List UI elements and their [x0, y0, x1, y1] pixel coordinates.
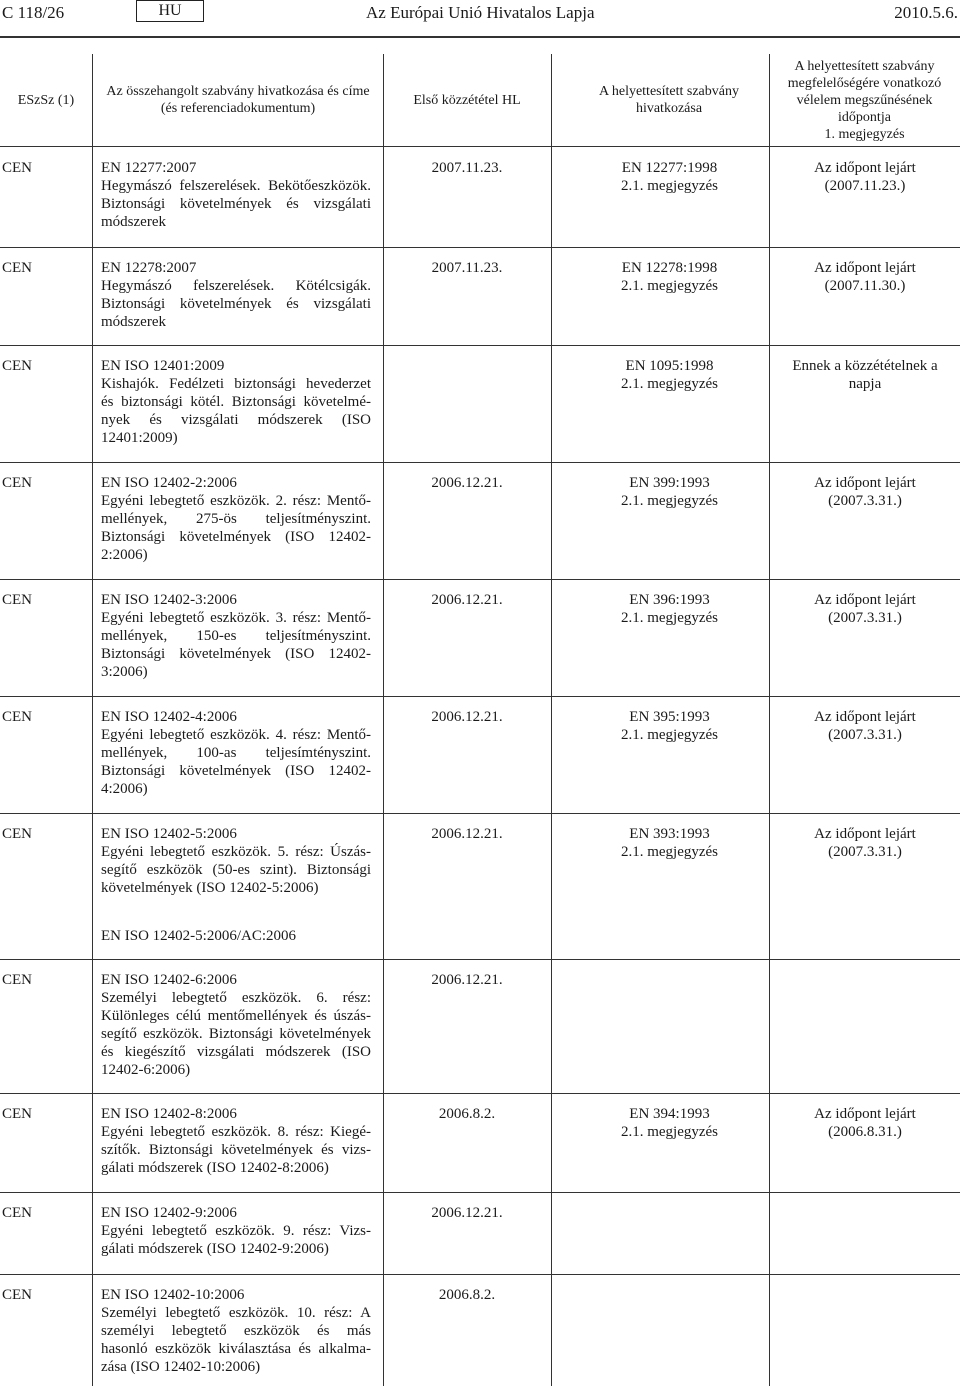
replaced-standard-line: 2.1. megjegyzés — [620, 278, 719, 294]
standard-reference-line: nyek és vizsgálati módszerek (ISO — [101, 412, 371, 428]
standard-reference-line: szítők. Biztonsági követelmények és vizs- — [101, 1142, 371, 1158]
standard-reference-line: 4:2006) — [101, 781, 148, 797]
standard-reference-line: Biztonsági követelmények (ISO 12402- — [101, 529, 371, 545]
replaced-standard-line: 2.1. megjegyzés — [620, 376, 719, 392]
expiry-date — [777, 1105, 953, 1141]
col-header-eszsz-label: ESzSz (1) — [17, 92, 75, 108]
standard-reference-line: EN ISO 12402-8:2006 — [101, 1106, 237, 1122]
first-publication-date: 2006.12.21. — [431, 1205, 503, 1221]
first-publication-date: 2007.11.23. — [431, 160, 503, 176]
standard-reference-line: EN ISO 12402-4:2006 — [101, 709, 237, 725]
expiry-date — [777, 357, 953, 393]
replaced-standard — [572, 159, 767, 195]
first-publication-date: 2007.11.23. — [431, 260, 503, 276]
standard-reference — [101, 357, 371, 447]
expiry-date-line: (2007.3.31.) — [828, 844, 902, 860]
standard-reference-line: EN ISO 12402-9:2006 — [101, 1205, 237, 1221]
col-header-replaced-line1: A helyettesített szabvány — [599, 84, 739, 99]
standards-org: CEN — [2, 826, 32, 842]
standard-reference-line: hasonló eszközök kiválasztása és alkalma- — [101, 1341, 371, 1357]
expiry-date-line: (2007.11.23.) — [824, 178, 906, 194]
table-row — [0, 959, 960, 1094]
col-header-eszsz — [0, 54, 92, 146]
col-header-expiry — [769, 54, 960, 146]
expiry-date-line: Az időpont lejárt — [814, 260, 916, 276]
standard-reference-line: EN ISO 12402-3:2006 — [101, 592, 237, 608]
standard-reference-line: Személyi lebegtető eszközök. 10. rész: A — [101, 1305, 371, 1321]
standards-org: CEN — [2, 260, 32, 276]
replaced-standard-line: EN 399:1993 — [629, 475, 710, 491]
col-header-standard-line1: Az összehangolt szabvány hivatkozása és címe — [106, 84, 370, 99]
standard-reference-line: és biztonsági kötél. Biztonsági követelmé- — [101, 394, 371, 410]
standard-reference — [101, 1204, 371, 1258]
replaced-standard-line: 2.1. megjegyzés — [620, 727, 719, 743]
standard-reference-line: követelmények (ISO 12402-5:2006) — [101, 880, 319, 896]
standard-reference-line: mellények, 100-as teljesímtényszint. — [101, 745, 371, 761]
standard-reference-line: segítő eszközök (50-es szint). Biztonsági — [101, 862, 371, 878]
standard-reference-line: Egyéni lebegtető eszközök. 9. rész: Vizs- — [101, 1223, 371, 1239]
col-header-expiry-line3: vélelem megszűnésének időpontja — [796, 92, 933, 125]
table-row — [0, 462, 960, 580]
expiry-date — [777, 474, 953, 510]
expiry-date — [777, 825, 953, 861]
expiry-date — [777, 708, 953, 744]
table-row — [0, 579, 960, 697]
expiry-date-line: (2007.3.31.) — [828, 610, 902, 626]
table-row — [0, 247, 960, 346]
expiry-date-line: Az időpont lejárt — [814, 826, 916, 842]
first-publication-date: 2006.12.21. — [431, 826, 503, 842]
amendment-reference: EN ISO 12402-5:2006/AC:2006 — [101, 928, 296, 944]
expiry-date-line: (2007.3.31.) — [828, 727, 902, 743]
standard-reference-line: mellények, 150-es teljesítményszint. — [101, 628, 371, 644]
col-header-replaced-line2: hivatkozása — [635, 101, 703, 116]
standard-reference-line: zása (ISO 12402-10:2006) — [101, 1359, 261, 1375]
standard-reference-line: 12402-6:2006) — [101, 1062, 191, 1078]
page-reference: C 118/26 — [2, 3, 65, 22]
language-badge: HU — [136, 0, 204, 22]
standard-reference — [101, 591, 371, 681]
table-row — [0, 345, 960, 463]
standard-reference-line: módszerek — [101, 214, 166, 230]
expiry-date-line: Az időpont lejárt — [814, 1106, 916, 1122]
standard-reference-line: 3:2006) — [101, 664, 148, 680]
standards-org: CEN — [2, 972, 32, 988]
standard-reference-line: Egyéni lebegtető eszközök. 5. rész: Úszás- — [101, 844, 371, 860]
standards-org: CEN — [2, 160, 32, 176]
expiry-date-line: Az időpont lejárt — [814, 160, 916, 176]
expiry-date-line: Ennek a közzétételnek a — [792, 358, 938, 374]
standard-reference-line: Egyéni lebegtető eszközök. 8. rész: Kiegé- — [101, 1124, 371, 1140]
standard-reference — [101, 259, 371, 331]
replaced-standard — [572, 1105, 767, 1141]
standard-reference-line: 2:2006) — [101, 547, 148, 563]
table-row — [0, 1274, 960, 1386]
standard-reference-line: Biztonsági követelmények és vizsgálati — [101, 196, 371, 212]
standards-org: CEN — [2, 1106, 32, 1122]
standards-org: CEN — [2, 475, 32, 491]
replaced-standard — [572, 357, 767, 393]
standards-org: CEN — [2, 592, 32, 608]
standard-reference-line: Egyéni lebegtető eszközök. 2. rész: Mentő- — [101, 493, 371, 509]
standard-reference-line: Személyi lebegtető eszközök. 6. rész: — [101, 990, 371, 1006]
standard-reference-line: EN ISO 12402-6:2006 — [101, 972, 237, 988]
standard-reference — [101, 1105, 371, 1177]
replaced-standard-line: EN 395:1993 — [629, 709, 710, 725]
standard-reference-line: személyi lebegtető eszközök és más — [101, 1323, 371, 1339]
expiry-date-line: Az időpont lejárt — [814, 592, 916, 608]
replaced-standard-line: 2.1. megjegyzés — [620, 178, 719, 194]
first-publication-date: 2006.12.21. — [431, 972, 503, 988]
standard-reference-line: Biztonsági követelmények (ISO 12402- — [101, 763, 371, 779]
col-header-expiry-line4: 1. megjegyzés — [824, 126, 905, 142]
first-publication-date: 2006.12.21. — [431, 709, 503, 725]
standards-org: CEN — [2, 709, 32, 725]
expiry-date — [777, 259, 953, 295]
standards-org: CEN — [2, 1205, 32, 1221]
first-publication-date: 2006.8.2. — [438, 1106, 496, 1122]
col-header-expiry-line2: megfelelőségére vonatkozó — [787, 75, 942, 91]
replaced-standard-line: 2.1. megjegyzés — [620, 610, 719, 626]
replaced-standard — [572, 259, 767, 295]
standard-reference-line: EN ISO 12402-2:2006 — [101, 475, 237, 491]
standards-org: CEN — [2, 1287, 32, 1303]
expiry-date — [777, 591, 953, 627]
standard-reference-line: gálati módszerek (ISO 12402-9:2006) — [101, 1241, 329, 1257]
expiry-date-line: Az időpont lejárt — [814, 475, 916, 491]
table-row — [0, 147, 960, 248]
standard-reference — [101, 971, 371, 1079]
replaced-standard — [572, 708, 767, 744]
standard-reference-line: Egyéni lebegtető eszközök. 4. rész: Mentő- — [101, 727, 371, 743]
page-header — [0, 0, 960, 36]
expiry-date-line: napja — [848, 376, 882, 392]
col-header-standard-line2: (és referenciadokumentum) — [160, 101, 316, 116]
first-publication-date: 2006.8.2. — [438, 1287, 496, 1303]
replaced-standard-line: 2.1. megjegyzés — [620, 844, 719, 860]
expiry-date-line: (2007.11.30.) — [824, 278, 906, 294]
standard-reference-line: mellények, 275-ös teljesítményszint. — [101, 511, 371, 527]
replaced-standard — [572, 474, 767, 510]
table-header — [0, 54, 960, 147]
replaced-standard-line: EN 394:1993 — [629, 1106, 710, 1122]
table-row — [0, 696, 960, 814]
table-row — [0, 813, 960, 960]
header-rule — [0, 36, 960, 38]
standard-reference-line: gálati módszerek (ISO 12402-8:2006) — [101, 1160, 329, 1176]
replaced-standard-line: EN 12278:1998 — [621, 260, 718, 276]
journal-title: Az Európai Unió Hivatalos Lapja — [366, 3, 595, 22]
expiry-date-line: (2006.8.31.) — [828, 1124, 902, 1140]
replaced-standard-line: EN 12277:1998 — [621, 160, 718, 176]
standard-reference — [101, 474, 371, 564]
standard-reference-line: és kiegészítő vizsgálati módszerek (ISO — [101, 1044, 371, 1060]
standard-reference — [101, 1286, 371, 1376]
standard-reference — [101, 159, 371, 231]
publication-date: 2010.5.6. — [894, 3, 958, 22]
expiry-date-line: Az időpont lejárt — [814, 709, 916, 725]
col-header-first-pub — [384, 54, 550, 146]
col-header-expiry-line1: A helyettesített szabvány — [794, 58, 935, 74]
standard-reference-line: EN ISO 12401:2009 — [101, 358, 225, 374]
standard-reference — [101, 825, 371, 897]
standard-reference-line: Hegymászó felszerelések. Kötélcsigák. — [101, 278, 371, 294]
table-row — [0, 1093, 960, 1193]
standard-reference-line: Különleges célú mentőmellények és úszás- — [101, 1008, 371, 1024]
standards-org: CEN — [2, 358, 32, 374]
replaced-standard-line: EN 1095:1998 — [625, 358, 714, 374]
replaced-standard-line: EN 393:1993 — [629, 826, 710, 842]
standard-reference-line: EN ISO 12402-5:2006 — [101, 826, 237, 842]
standard-reference-line: 12401:2009) — [101, 430, 178, 446]
standard-reference-line: EN 12278:2007 — [101, 260, 197, 276]
replaced-standard — [572, 825, 767, 861]
standard-reference — [101, 708, 371, 798]
standard-reference-line: EN ISO 12402-10:2006 — [101, 1287, 245, 1303]
standard-reference-line: Kishajók. Fedélzeti biztonsági hevederzet — [101, 376, 371, 392]
first-publication-date: 2006.12.21. — [431, 475, 503, 491]
standard-reference-line: segítő eszközök. Biztonsági követelmények — [101, 1026, 371, 1042]
replaced-standard-line: 2.1. megjegyzés — [620, 493, 719, 509]
standard-reference-line: EN 12277:2007 — [101, 160, 197, 176]
replaced-standard — [572, 591, 767, 627]
table-row — [0, 1192, 960, 1275]
replaced-standard-line: EN 396:1993 — [629, 592, 710, 608]
standard-reference-line: Egyéni lebegtető eszközök. 3. rész: Mentő- — [101, 610, 371, 626]
col-header-standard — [93, 54, 383, 146]
standard-reference-line: Biztonsági követelmények (ISO 12402- — [101, 646, 371, 662]
first-publication-date: 2006.12.21. — [431, 592, 503, 608]
standard-reference-line: módszerek — [101, 314, 166, 330]
expiry-date — [777, 159, 953, 195]
expiry-date-line: (2007.3.31.) — [828, 493, 902, 509]
replaced-standard-line: 2.1. megjegyzés — [620, 1124, 719, 1140]
col-header-replaced — [570, 54, 768, 146]
col-header-first-pub-label: Első közzététel HL — [413, 92, 521, 108]
standard-reference-line: Biztonsági követelmények és vizsgálati — [101, 296, 371, 312]
standard-reference-line: Hegymászó felszerelések. Bekötőeszközök. — [101, 178, 371, 194]
